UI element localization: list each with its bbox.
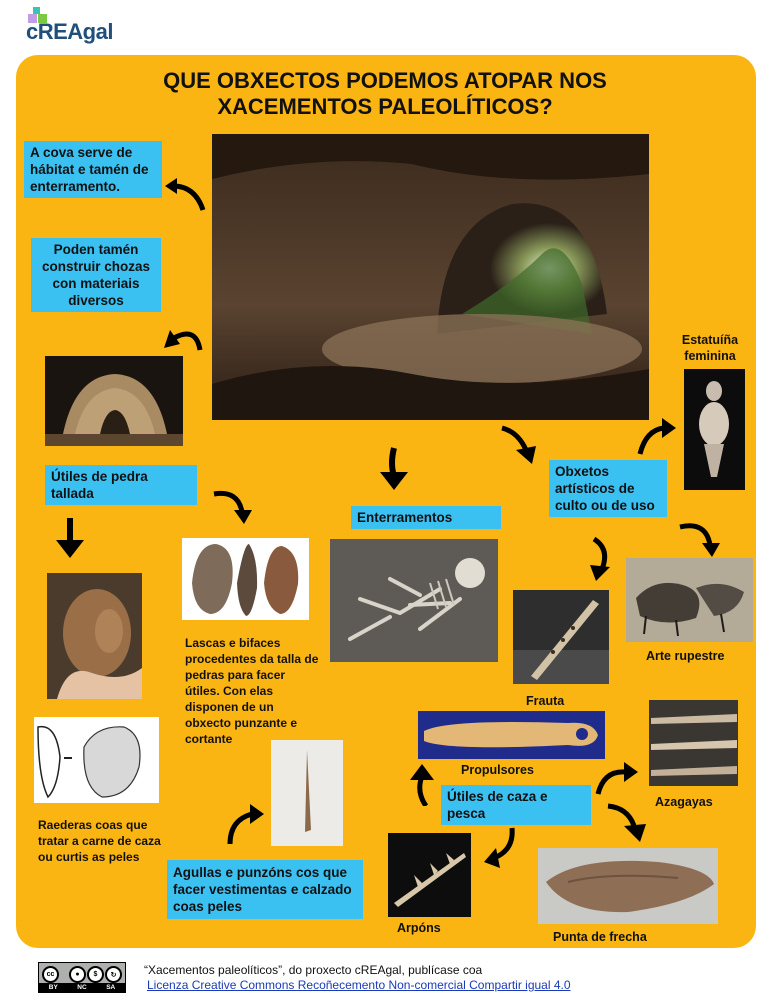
caption-raederas: Raederas coas que tratar a carne de caza ou curtis as peles	[38, 818, 161, 864]
cc-badge-bar	[39, 983, 125, 992]
hut-photo	[45, 356, 183, 446]
caption-arpons: Arpóns	[397, 921, 441, 935]
caption-estatuina: Estatuíña feminina	[681, 333, 739, 363]
sa-icon: ↻	[105, 966, 122, 983]
cc-sa: SA	[106, 984, 116, 991]
credit-text: “Xacementos paleolíticos”, do proxecto cREAgal, publícase coa	[144, 963, 483, 977]
curved-arrow-icon	[580, 537, 624, 581]
propulsor-photo	[418, 711, 605, 759]
label-chozas: Poden tamén construir chozas con materiais diversos	[31, 238, 161, 312]
down-arrow-icon	[48, 516, 92, 560]
label-enterramentos: Enterramentos	[351, 506, 501, 529]
caption-propulsores: Propulsores	[461, 763, 534, 777]
license-link[interactable]: Licenza Creative Commons Recoñecemento Non-comercial Compartir igual 4.0	[147, 978, 571, 992]
label-obxetos: Obxetos artísticos de culto ou de uso	[549, 460, 667, 517]
footer-credit	[144, 963, 571, 993]
logo-text: cREAgal	[26, 19, 113, 44]
needle-photo	[271, 740, 343, 846]
bifaces-photo	[182, 538, 309, 620]
poster-title	[60, 68, 710, 120]
curved-arrow-icon	[678, 517, 722, 561]
curved-arrow-icon	[160, 316, 204, 360]
curved-arrow-icon	[478, 826, 522, 870]
caption-punta: Punta de frecha	[553, 930, 647, 944]
down-arrow-icon	[372, 446, 416, 490]
label-utiles-pedra: Útiles de pedra tallada	[45, 465, 197, 505]
cave-photo	[212, 134, 649, 420]
title-line-2: XACEMENTOS PALEOLÍTICOS?	[217, 94, 553, 119]
harpoon-photo	[388, 833, 471, 917]
cc-nc: NC	[77, 984, 87, 991]
caption-frauta: Frauta	[526, 694, 565, 708]
cc-license-badge	[38, 962, 126, 993]
curved-arrow-icon	[212, 484, 256, 528]
caption-arte: Arte rupestre	[646, 649, 725, 663]
curved-arrow-icon	[498, 422, 542, 466]
arrowhead-photo	[538, 848, 718, 924]
title-line-1: QUE OBXECTOS PODEMOS ATOPAR NOS	[163, 68, 607, 93]
caption-lascas: Lascas e bifaces procedentes da talla de pedras para facer útiles. Con elas disponen de un obxecto punzante e cortante	[185, 636, 319, 746]
cc-icon: cc	[42, 966, 59, 983]
azagayas-photo	[649, 700, 738, 786]
flute-photo	[513, 590, 609, 684]
caption-azagayas: Azagayas	[655, 795, 713, 809]
curved-arrow-icon	[163, 176, 207, 220]
by-icon: ●	[69, 966, 86, 983]
cave-art-photo	[626, 558, 753, 642]
skeleton-photo	[330, 539, 498, 662]
nc-icon: $	[87, 966, 104, 983]
hand-axe-photo	[47, 573, 142, 699]
cc-by: BY	[48, 984, 58, 991]
statuette-photo	[684, 369, 745, 490]
up-arrow-icon	[400, 762, 444, 806]
raedera-drawing	[34, 717, 159, 803]
label-agullas: Agullas e punzóns cos que facer vestimentas e calzado coas peles	[167, 860, 363, 919]
curved-arrow-icon	[634, 414, 678, 458]
label-caza: Útiles de caza e pesca	[441, 785, 591, 825]
curved-arrow-icon	[594, 758, 638, 802]
logo-square-teal	[33, 7, 40, 14]
label-cova: A cova serve de hábitat e tamén de enterramento.	[24, 141, 162, 198]
curved-arrow-icon	[222, 802, 266, 846]
curved-arrow-icon	[606, 800, 650, 844]
